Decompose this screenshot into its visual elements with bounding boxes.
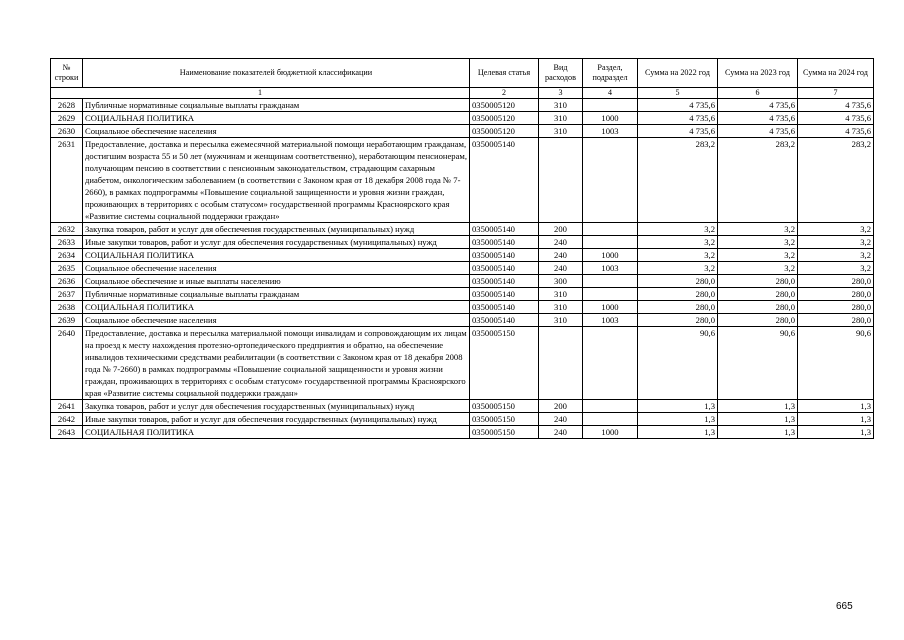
- row-section: 1000: [583, 426, 638, 439]
- row-expense-type: 300: [539, 275, 583, 288]
- row-expense-type: 240: [539, 262, 583, 275]
- row-number: 2642: [51, 413, 83, 426]
- row-target-article: 0350005150: [470, 400, 539, 413]
- table-row: [51, 413, 874, 426]
- row-target-article: 0350005140: [470, 301, 539, 314]
- row-sum-2022: 4 735,6: [638, 112, 718, 125]
- row-name: Иные закупки товаров, работ и услуг для обеспечения государственных (муниципальных) нужд: [83, 236, 470, 249]
- table-row: [51, 236, 874, 249]
- table-row: [51, 138, 874, 223]
- row-sum-2022: 280,0: [638, 301, 718, 314]
- row-expense-type: 200: [539, 223, 583, 236]
- row-sum-2024: 280,0: [798, 288, 874, 301]
- row-section: [583, 223, 638, 236]
- row-sum-2023: 4 735,6: [718, 99, 798, 112]
- row-sum-2023: 4 735,6: [718, 125, 798, 138]
- row-name: Социальное обеспечение и иные выплаты населению: [83, 275, 470, 288]
- budget-table-page: [50, 58, 874, 439]
- row-number: 2629: [51, 112, 83, 125]
- row-name: Социальное обеспечение населения: [83, 125, 470, 138]
- row-section: 1000: [583, 249, 638, 262]
- row-number: 2636: [51, 275, 83, 288]
- row-name: Публичные нормативные социальные выплаты гражданам: [83, 99, 470, 112]
- row-section: 1003: [583, 262, 638, 275]
- row-name: СОЦИАЛЬНАЯ ПОЛИТИКА: [83, 426, 470, 439]
- header-sum-2023: Сумма на 2023 год: [718, 59, 798, 88]
- row-expense-type: 240: [539, 249, 583, 262]
- row-sum-2023: 280,0: [718, 288, 798, 301]
- budget-table: [50, 58, 874, 439]
- header-code: Целевая статья: [470, 59, 539, 88]
- row-sum-2022: 4 735,6: [638, 99, 718, 112]
- table-row: [51, 223, 874, 236]
- row-expense-type: 310: [539, 125, 583, 138]
- row-sum-2023: 1,3: [718, 400, 798, 413]
- row-sum-2024: 4 735,6: [798, 99, 874, 112]
- row-number: 2643: [51, 426, 83, 439]
- row-section: 1003: [583, 314, 638, 327]
- row-sum-2023: 280,0: [718, 314, 798, 327]
- row-sum-2024: 4 735,6: [798, 112, 874, 125]
- row-section: [583, 288, 638, 301]
- row-sum-2023: 283,2: [718, 138, 798, 223]
- row-expense-type: 240: [539, 426, 583, 439]
- col-index-2: 2: [470, 88, 539, 99]
- row-section: [583, 413, 638, 426]
- row-target-article: 0350005140: [470, 275, 539, 288]
- row-sum-2024: 280,0: [798, 301, 874, 314]
- row-number: 2632: [51, 223, 83, 236]
- row-sum-2024: 3,2: [798, 223, 874, 236]
- row-sum-2024: 283,2: [798, 138, 874, 223]
- row-sum-2023: 90,6: [718, 327, 798, 400]
- row-name: Социальное обеспечение населения: [83, 262, 470, 275]
- row-number: 2635: [51, 262, 83, 275]
- row-expense-type: 310: [539, 314, 583, 327]
- row-section: [583, 275, 638, 288]
- row-name: СОЦИАЛЬНАЯ ПОЛИТИКА: [83, 112, 470, 125]
- row-section: [583, 327, 638, 400]
- row-target-article: 0350005150: [470, 426, 539, 439]
- row-sum-2023: 4 735,6: [718, 112, 798, 125]
- row-sum-2023: 280,0: [718, 275, 798, 288]
- row-expense-type: 200: [539, 400, 583, 413]
- row-section: [583, 236, 638, 249]
- row-sum-2022: 3,2: [638, 249, 718, 262]
- col-index-6: 6: [718, 88, 798, 99]
- row-section: [583, 138, 638, 223]
- row-sum-2022: 90,6: [638, 327, 718, 400]
- column-index-row: [51, 88, 874, 99]
- table-row: [51, 99, 874, 112]
- row-sum-2023: 3,2: [718, 223, 798, 236]
- row-name: Иные закупки товаров, работ и услуг для обеспечения государственных (муниципальных) нужд: [83, 413, 470, 426]
- row-target-article: 0350005140: [470, 314, 539, 327]
- row-expense-type: 310: [539, 288, 583, 301]
- row-sum-2022: 3,2: [638, 262, 718, 275]
- table-row: [51, 275, 874, 288]
- table-row: [51, 301, 874, 314]
- row-number: 2638: [51, 301, 83, 314]
- row-sum-2022: 3,2: [638, 223, 718, 236]
- row-expense-type: [539, 138, 583, 223]
- row-name: Социальное обеспечение населения: [83, 314, 470, 327]
- row-sum-2024: 1,3: [798, 426, 874, 439]
- row-expense-type: 240: [539, 236, 583, 249]
- row-number: 2634: [51, 249, 83, 262]
- header-num: № строки: [51, 59, 83, 88]
- col-index-3: 3: [539, 88, 583, 99]
- row-number: 2641: [51, 400, 83, 413]
- row-section: 1000: [583, 112, 638, 125]
- row-sum-2023: 280,0: [718, 301, 798, 314]
- row-name: Закупка товаров, работ и услуг для обеспечения государственных (муниципальных) нужд: [83, 400, 470, 413]
- row-section: 1003: [583, 125, 638, 138]
- row-sum-2023: 1,3: [718, 413, 798, 426]
- row-number: 2640: [51, 327, 83, 400]
- row-sum-2022: 283,2: [638, 138, 718, 223]
- row-target-article: 0350005140: [470, 288, 539, 301]
- table-row: [51, 249, 874, 262]
- row-number: 2628: [51, 99, 83, 112]
- header-name: Наименование показателей бюджетной классификации: [83, 59, 470, 88]
- row-sum-2023: 1,3: [718, 426, 798, 439]
- header-sum-2024: Сумма на 2024 год: [798, 59, 874, 88]
- row-target-article: 0350005140: [470, 236, 539, 249]
- table-row: [51, 112, 874, 125]
- row-number: 2631: [51, 138, 83, 223]
- row-section: [583, 400, 638, 413]
- row-target-article: 0350005140: [470, 249, 539, 262]
- col-index-7: 7: [798, 88, 874, 99]
- row-target-article: 0350005150: [470, 413, 539, 426]
- row-sum-2022: 3,2: [638, 236, 718, 249]
- row-sum-2024: 3,2: [798, 236, 874, 249]
- row-sum-2024: 90,6: [798, 327, 874, 400]
- row-number: 2637: [51, 288, 83, 301]
- row-sum-2024: 1,3: [798, 400, 874, 413]
- row-sum-2023: 3,2: [718, 236, 798, 249]
- row-target-article: 0350005140: [470, 138, 539, 223]
- row-name: Предоставление, доставка и пересылка материальной помощи инвалидам и сопровождающим их лицам на проезд к месту нахождения протезно-ортопедического предприятия и обратно, на обеспечение инвалидов техническими средствами реабилитации (в соответствии с Законом края от 18 декабря 2008 года № 7-2660) в рамках подпрограммы «Повышение социальной защищенности и уровня жизни граждан, проживающих в территориях с особым статусом» государственной программы Красноярского края «Развитие системы социальной поддержки граждан»: [83, 327, 470, 400]
- row-target-article: 0350005150: [470, 327, 539, 400]
- table-row: [51, 125, 874, 138]
- row-sum-2024: 1,3: [798, 413, 874, 426]
- row-expense-type: 240: [539, 413, 583, 426]
- row-sum-2024: 4 735,6: [798, 125, 874, 138]
- table-row: [51, 314, 874, 327]
- header-vid: Вид расходов: [539, 59, 583, 88]
- header-sum-2022: Сумма на 2022 год: [638, 59, 718, 88]
- row-name: Публичные нормативные социальные выплаты гражданам: [83, 288, 470, 301]
- row-name: Предоставление, доставка и пересылка ежемесячной материальной помощи неработающим гражданам, достигшим возраста 55 и 50 лет (мужчинам и женщинам соответственно), неработающим пенсионерам, получающим пенсию в соответствии с пенсионным законодательством, страдающим сахарным диабетом, онкологическим заболеванием (в соответствии с Законом края от 18 декабря 2008 года № 7-2660), в рамках подпрограммы «Повышение социальной защищенности и уровня жизни граждан, проживающих в территориях с особым статусом» государственной программы Красноярского края «Развитие системы социальной поддержки граждан»: [83, 138, 470, 223]
- row-target-article: 0350005120: [470, 112, 539, 125]
- row-target-article: 0350005140: [470, 262, 539, 275]
- table-body: [51, 99, 874, 439]
- row-sum-2022: 4 735,6: [638, 125, 718, 138]
- row-sum-2024: 280,0: [798, 275, 874, 288]
- row-expense-type: [539, 327, 583, 400]
- row-section: [583, 99, 638, 112]
- row-sum-2022: 280,0: [638, 275, 718, 288]
- row-section: 1000: [583, 301, 638, 314]
- table-header-row: [51, 59, 874, 88]
- table-row: [51, 400, 874, 413]
- row-expense-type: 310: [539, 99, 583, 112]
- col-index-4: 4: [583, 88, 638, 99]
- row-expense-type: 310: [539, 301, 583, 314]
- row-sum-2022: 280,0: [638, 288, 718, 301]
- table-row: [51, 327, 874, 400]
- col-index-1: 1: [51, 88, 470, 99]
- row-number: 2639: [51, 314, 83, 327]
- header-razd: Раздел, подраздел: [583, 59, 638, 88]
- row-target-article: 0350005120: [470, 125, 539, 138]
- row-number: 2630: [51, 125, 83, 138]
- row-sum-2022: 1,3: [638, 400, 718, 413]
- row-sum-2023: 3,2: [718, 249, 798, 262]
- table-row: [51, 288, 874, 301]
- row-name: Закупка товаров, работ и услуг для обеспечения государственных (муниципальных) нужд: [83, 223, 470, 236]
- row-sum-2024: 280,0: [798, 314, 874, 327]
- row-name: СОЦИАЛЬНАЯ ПОЛИТИКА: [83, 249, 470, 262]
- row-expense-type: 310: [539, 112, 583, 125]
- row-sum-2022: 1,3: [638, 413, 718, 426]
- row-target-article: 0350005140: [470, 223, 539, 236]
- table-row: [51, 262, 874, 275]
- table-row: [51, 426, 874, 439]
- row-sum-2023: 3,2: [718, 262, 798, 275]
- row-target-article: 0350005120: [470, 99, 539, 112]
- row-sum-2024: 3,2: [798, 262, 874, 275]
- row-name: СОЦИАЛЬНАЯ ПОЛИТИКА: [83, 301, 470, 314]
- page-number: 665: [836, 601, 853, 612]
- row-sum-2024: 3,2: [798, 249, 874, 262]
- row-sum-2022: 1,3: [638, 426, 718, 439]
- row-sum-2022: 280,0: [638, 314, 718, 327]
- col-index-5: 5: [638, 88, 718, 99]
- row-number: 2633: [51, 236, 83, 249]
